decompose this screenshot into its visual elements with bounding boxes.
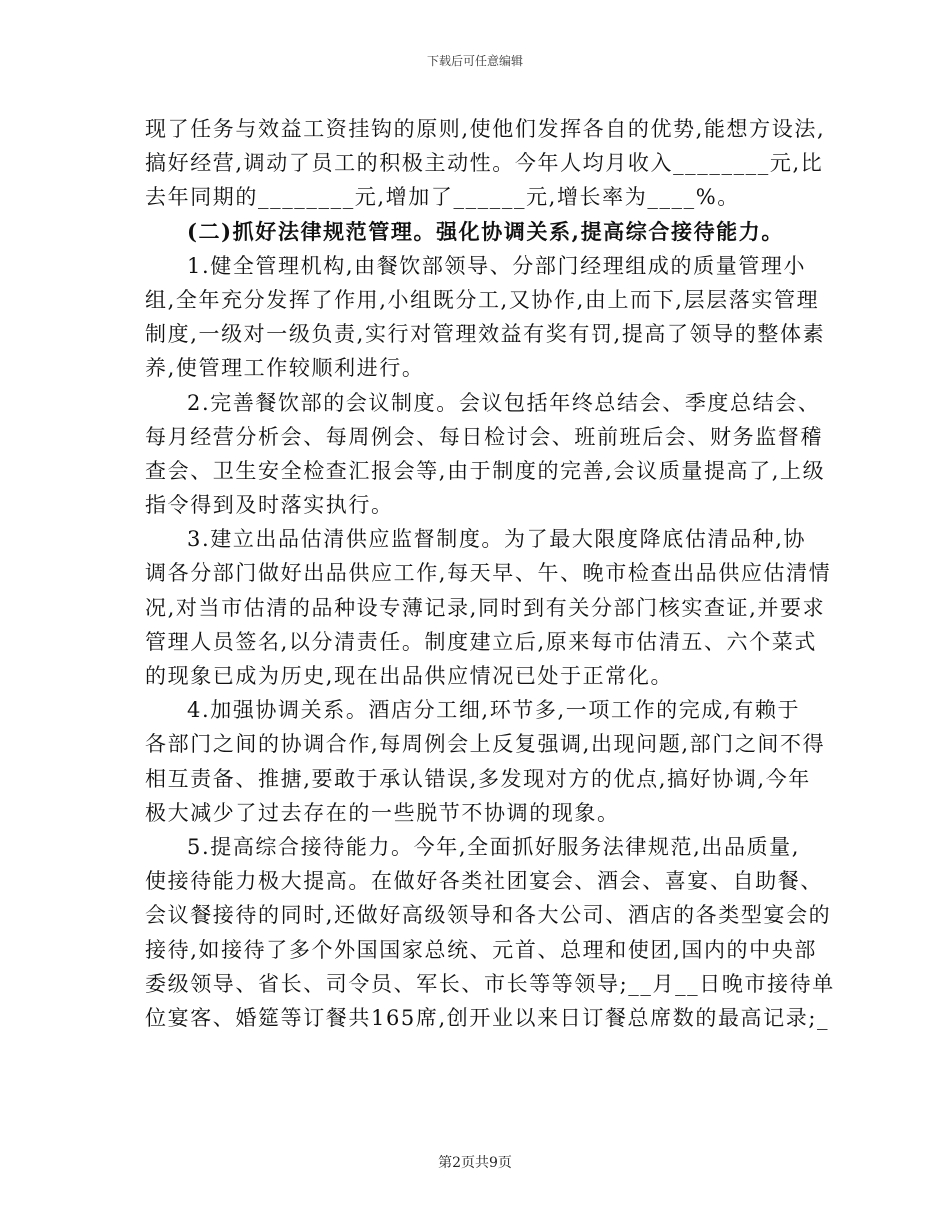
body-text-line: 制度,一级对一级负责,实行对管理效益有奖有罚,提高了领导的整体素	[145, 322, 826, 347]
body-text-line: 接待,如接待了多个外国国家总统、元首、总理和使团,国内的中央部	[145, 937, 817, 962]
body-text-line: 搞好经营,调动了员工的积极主动性。今年人均月收入________元,比	[145, 151, 824, 176]
page-header: 下载后可任意编辑	[426, 54, 523, 68]
body-text-line: 相互责备、推搪,要敢于承认错误,多发现对方的优点,搞好协调,今年	[145, 766, 811, 791]
body-text-line: 的现象已成为历史,现在出品供应情况已处于正常化。	[145, 664, 674, 688]
body-text-line: 会议餐接待的同时,还做好高级领导和各大公司、酒店的各类型宴会的	[145, 903, 832, 928]
body-text-line: 4.加强协调关系。酒店分工细,环节多,一项工作的完成,有赖于	[187, 698, 801, 723]
body-text-line: 指令得到及时落实执行。	[145, 493, 394, 518]
body-text-line: 5.提高综合接待能力。今年,全面抓好服务法律规范,出品质量,	[187, 834, 801, 859]
body-text-line: 现了任务与效益工资挂钩的原则,使他们发挥各自的优势,能想方设法,	[145, 117, 826, 141]
body-text-line: 各部门之间的协调合作,每周例会上反复强调,出现问题,部门之间不得	[145, 732, 826, 757]
body-text-line: 组,全年充分发挥了作用,小组既分工,又协作,由上而下,层层落实管理	[145, 287, 820, 312]
body-text-line: 1.健全管理机构,由餐饮部领导、分部门经理组成的质量管理小	[187, 253, 807, 278]
section-heading: (二)抓好法律规范管理。强化协调关系,提高综合接待能力。	[187, 218, 784, 244]
page-number: 第2页共9页	[438, 1155, 512, 1171]
body-text-line: 养,使管理工作较顺利进行。	[145, 356, 425, 381]
body-text-line: 使接待能力极大提高。在做好各类社团宴会、酒会、喜宴、自助餐、	[145, 869, 823, 894]
body-text-line: 况,对当市估清的品种设专薄记录,同时到有关分部门核实查证,并要求	[145, 595, 826, 620]
body-text-line: 位宴客、婚筵等订餐共165席,创开业以来日订餐总席数的最高记录;_	[145, 1005, 830, 1030]
body-text-line: 2.完善餐饮部的会议制度。会议包括年终总结会、季度总结会、	[187, 390, 821, 415]
body-text-line: 极大减少了过去存在的一些脱节不协调的现象。	[145, 800, 620, 825]
body-text-line: 调各分部门做好出品供应工作,每天早、午、晚市检查出品供应估清情	[145, 561, 832, 586]
body-text-line: 委级领导、省长、司令员、军长、市长等等领导;__月__日晚市接待单	[145, 971, 835, 996]
body-text-line: 每月经营分析会、每周例会、每日检讨会、班前班后会、财务监督稽	[145, 424, 823, 449]
body-text-line: 管理人员签名,以分清责任。制度建立后,原来每市估清五、六个菜式	[145, 629, 817, 654]
document-body	[145, 112, 835, 1035]
body-text-line: 3.建立出品估清供应监督制度。为了最大限度降底估清品种,协	[187, 527, 807, 552]
body-text-line: 查会、卫生安全检查汇报会等,由于制度的完善,会议质量提高了,上级	[145, 458, 826, 483]
body-text-line: 去年同期的________元,增加了______元,增长率为____%。	[145, 185, 740, 210]
